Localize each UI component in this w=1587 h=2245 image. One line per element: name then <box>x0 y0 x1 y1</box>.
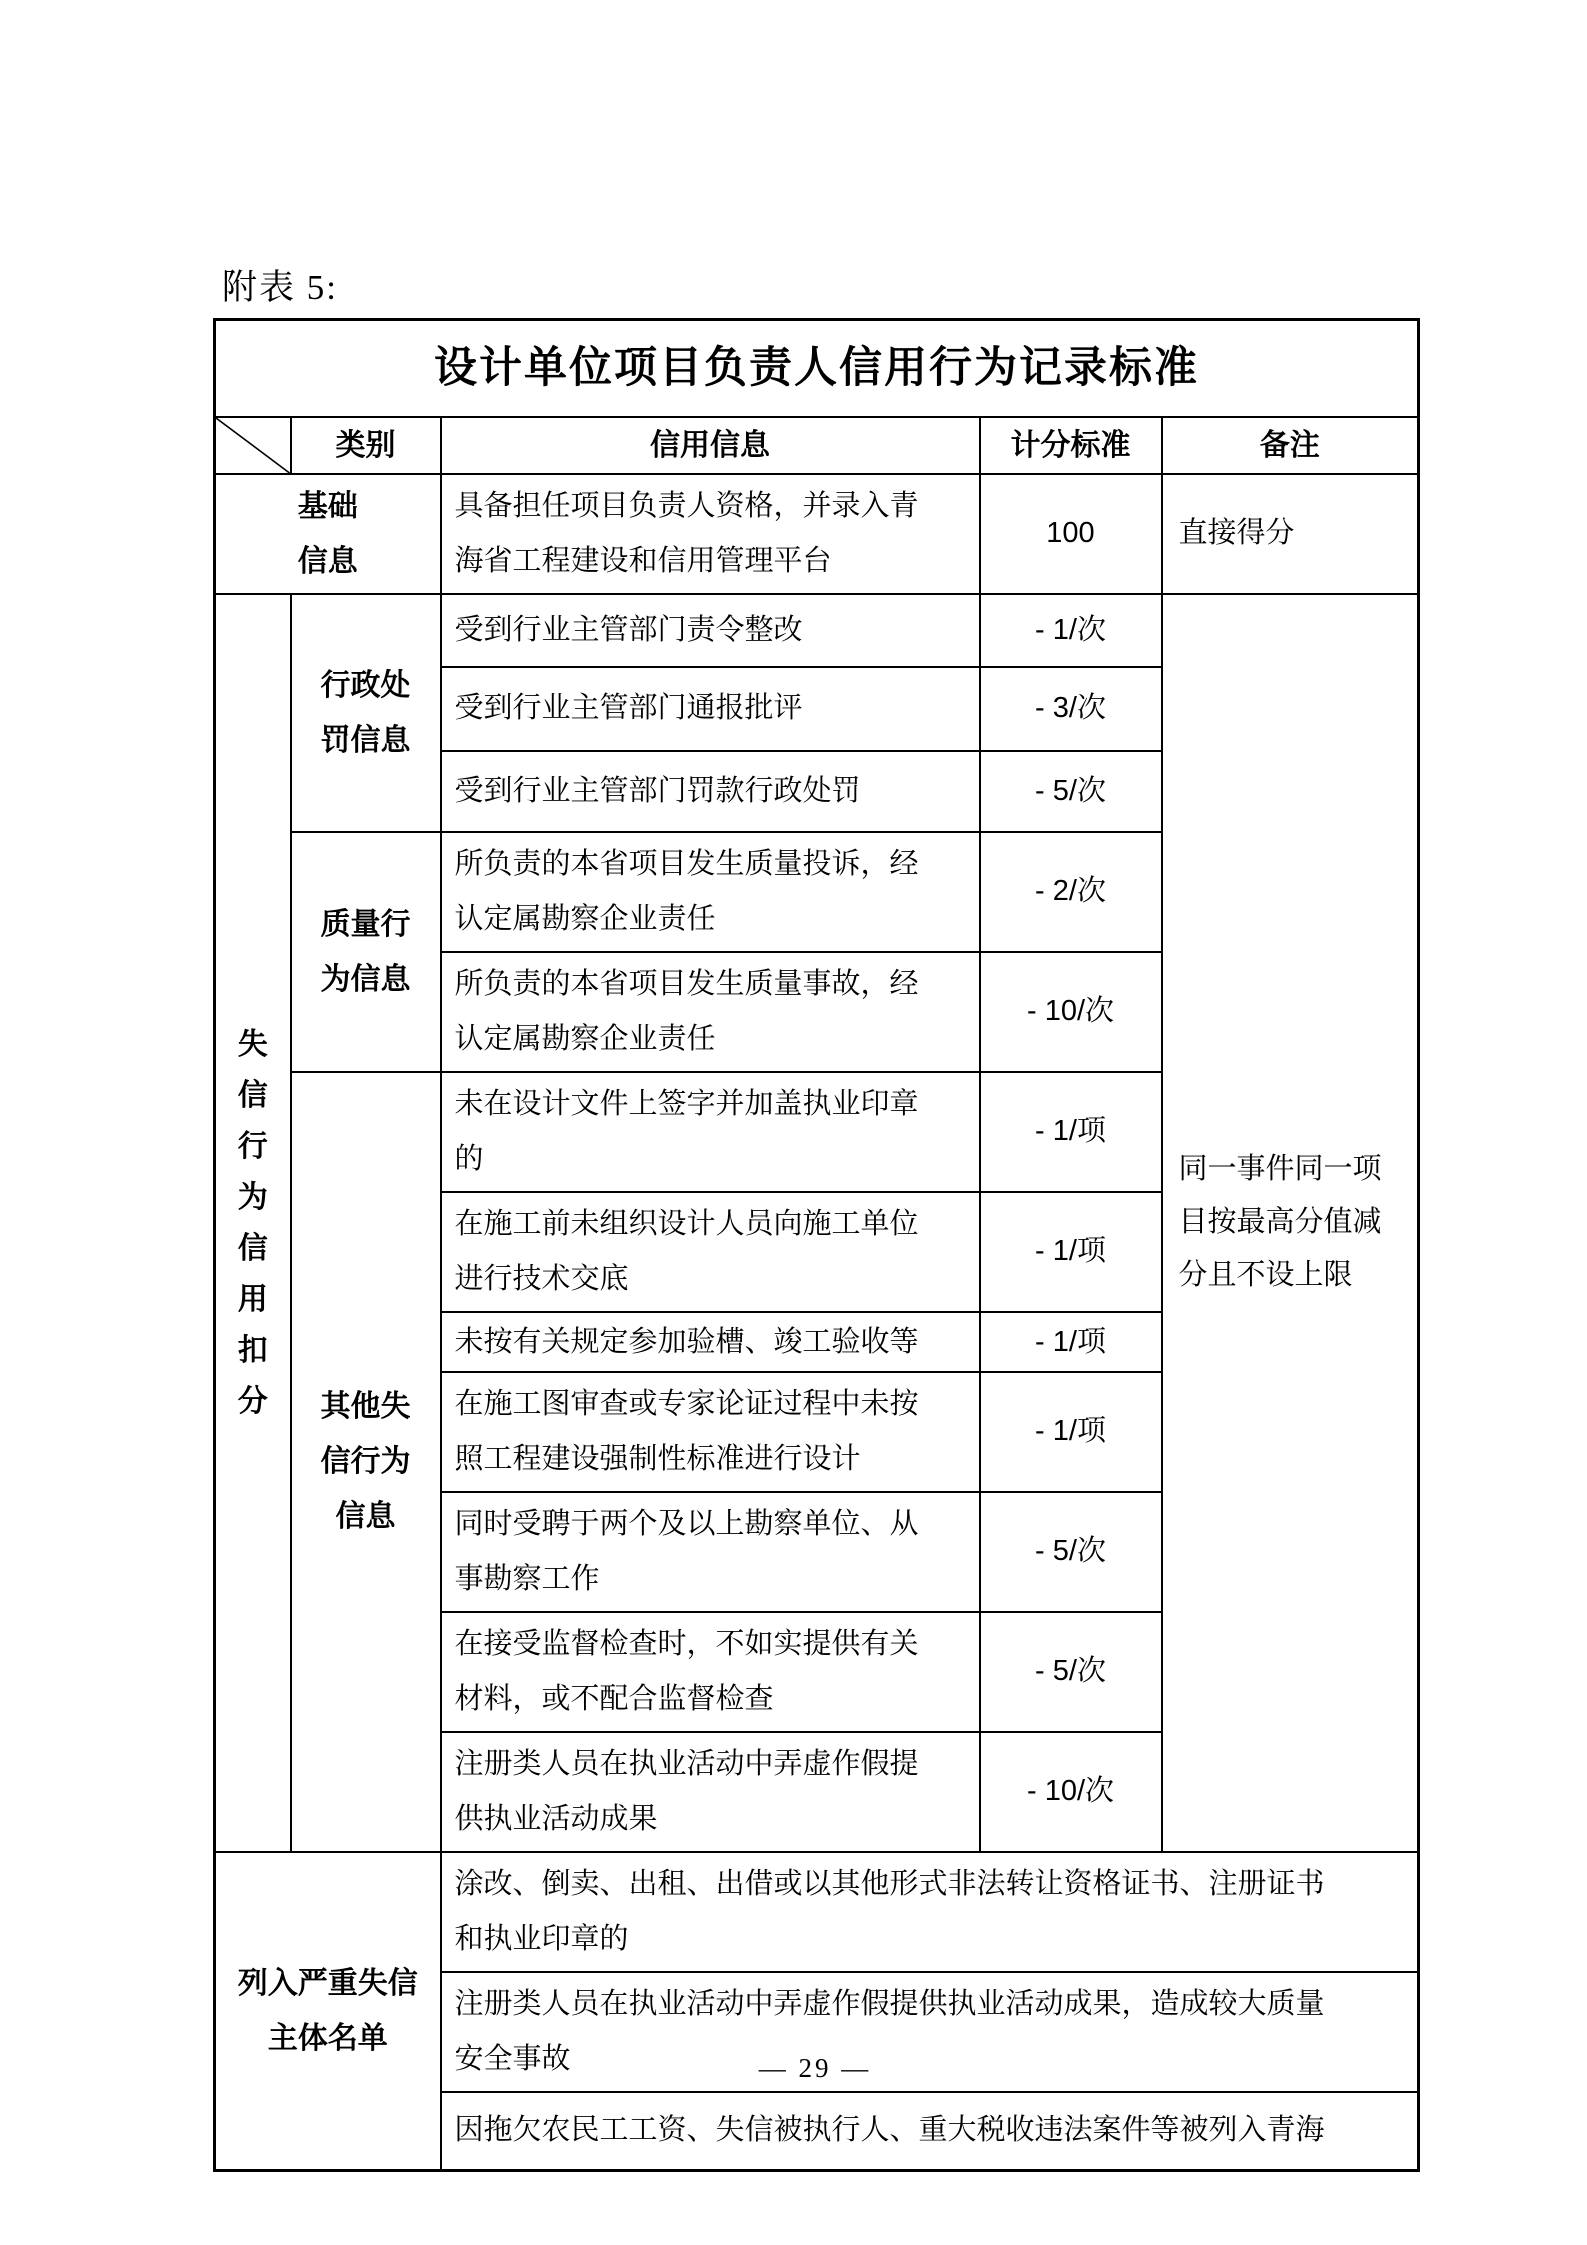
table-row <box>215 417 1419 474</box>
score-cell: - 1/项 <box>980 1192 1162 1312</box>
deduction-side-cell <box>215 594 291 1852</box>
blacklist-item-cell: 注册类人员在执业活动中弄虚作假提供执业活动成果，造成较大质量安全事故 <box>441 1972 1419 2092</box>
base-category-label: 基础信息 <box>297 489 358 578</box>
credit-info-cell: 受到行业主管部门罚款行政处罚 <box>441 751 980 832</box>
group-admin-penalty-cell <box>291 594 441 832</box>
blacklist-item-cell: 涂改、倒卖、出租、出借或以其他形式非法转让资格证书、注册证书和执业印章的 <box>441 1852 1419 1972</box>
group-quality-cell <box>291 832 441 1072</box>
credit-info-cell: 受到行业主管部门通报批评 <box>441 667 980 751</box>
credit-info-cell: 所负责的本省项目发生质量投诉，经认定属勘察企业责任 <box>441 832 980 952</box>
base-score: 100 <box>980 474 1162 594</box>
table-row <box>215 594 1419 667</box>
credit-info-cell: 在施工图审查或专家论证过程中未按照工程建设强制性标准进行设计 <box>441 1372 980 1492</box>
score-cell: - 10/次 <box>980 952 1162 1072</box>
base-credit-info: 具备担任项目负责人资格，并录入青海省工程建设和信用管理平台 <box>441 474 980 594</box>
group-admin-penalty-label: 行政处罚信息 <box>320 668 411 757</box>
table-title: 设计单位项目负责人信用行为记录标准 <box>215 320 1419 417</box>
score-cell: - 2/次 <box>980 832 1162 952</box>
deduction-side-label: 失信行为信用扣分 <box>237 1027 268 1418</box>
header-diagonal-cell <box>215 417 291 474</box>
header-remark: 备注 <box>1162 417 1419 474</box>
blacklist-label: 列入严重失信主体名单 <box>237 1966 418 2055</box>
table-row <box>215 1852 1419 1972</box>
score-cell: - 5/次 <box>980 1612 1162 1732</box>
credit-info-cell: 所负责的本省项目发生质量事故，经认定属勘察企业责任 <box>441 952 980 1072</box>
base-category-cell <box>215 474 441 594</box>
table-row <box>215 474 1419 594</box>
deduction-remark-cell: 同一事件同一项目按最高分值减分且不设上限 <box>1162 594 1419 1852</box>
credit-info-cell: 受到行业主管部门责令整改 <box>441 594 980 667</box>
group-other-cell <box>291 1072 441 1852</box>
credit-info-cell: 未按有关规定参加验槽、竣工验收等 <box>441 1312 980 1372</box>
score-cell: - 1/项 <box>980 1072 1162 1192</box>
group-quality-label: 质量行为信息 <box>320 907 411 996</box>
page-number: — 29 — <box>758 2053 872 2083</box>
credit-info-cell: 注册类人员在执业活动中弄虚作假提供执业活动成果 <box>441 1732 980 1852</box>
table-row <box>215 320 1419 417</box>
header-credit-info: 信用信息 <box>441 417 980 474</box>
score-cell: - 5/次 <box>980 1492 1162 1612</box>
score-cell: - 3/次 <box>980 667 1162 751</box>
credit-record-table <box>213 318 1420 2172</box>
credit-info-cell: 在施工前未组织设计人员向施工单位进行技术交底 <box>441 1192 980 1312</box>
score-cell: - 5/次 <box>980 751 1162 832</box>
blacklist-item-cell: 因拖欠农民工工资、失信被执行人、重大税收违法案件等被列入青海 <box>441 2092 1419 2171</box>
attachment-caption: 附表 5: <box>222 268 338 307</box>
score-cell: - 1/项 <box>980 1372 1162 1492</box>
header-category: 类别 <box>291 417 441 474</box>
header-scoring-standard: 计分标准 <box>980 417 1162 474</box>
diagonal-line-icon <box>216 418 290 473</box>
group-other-label: 其他失信行为信息 <box>320 1390 411 1533</box>
credit-info-cell: 未在设计文件上签字并加盖执业印章的 <box>441 1072 980 1192</box>
score-cell: - 1/项 <box>980 1312 1162 1372</box>
credit-info-cell: 同时受聘于两个及以上勘察单位、从事勘察工作 <box>441 1492 980 1612</box>
base-remark: 直接得分 <box>1162 474 1419 594</box>
blacklist-label-cell <box>215 1852 441 2171</box>
credit-info-cell: 在接受监督检查时，不如实提供有关材料，或不配合监督检查 <box>441 1612 980 1732</box>
score-cell: - 10/次 <box>980 1732 1162 1852</box>
score-cell: - 1/次 <box>980 594 1162 667</box>
